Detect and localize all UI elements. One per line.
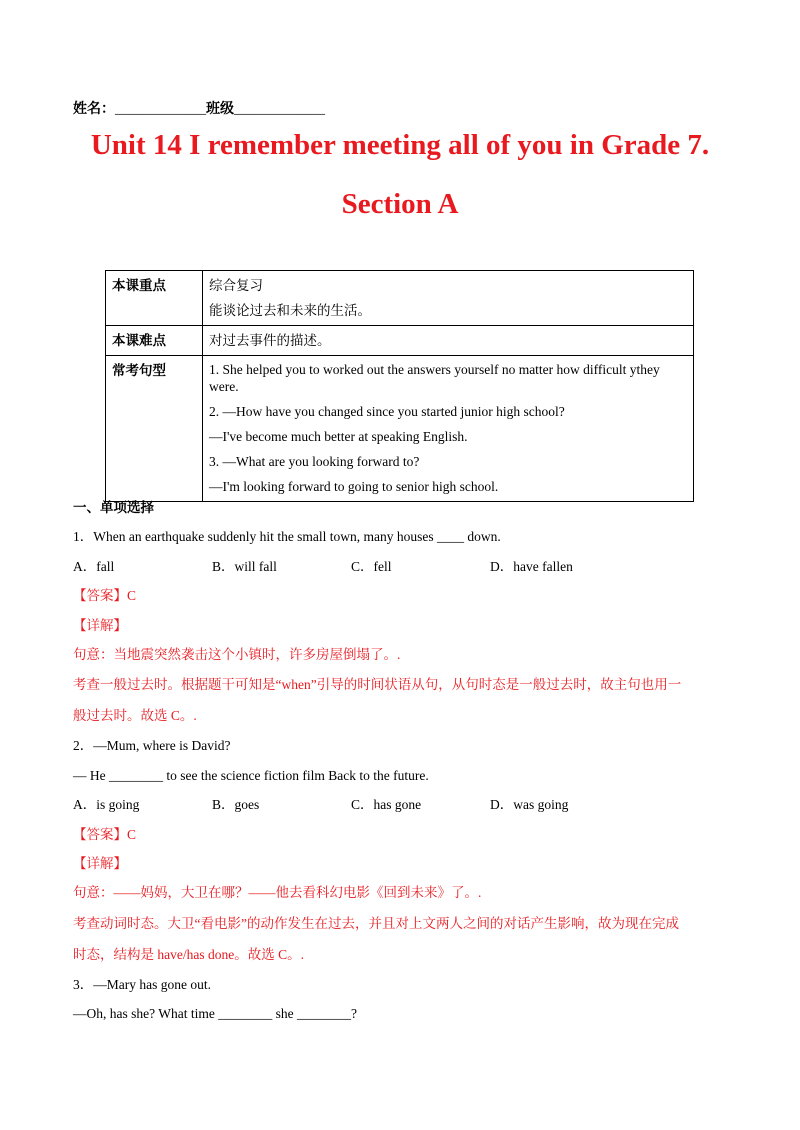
- questions-area: [73, 493, 733, 1029]
- row-line: 综合复习: [209, 278, 263, 293]
- option-c[interactable]: C．has gone: [351, 797, 422, 813]
- row-line: 2. —How have you changed since you started junior high school?: [209, 404, 565, 419]
- question-stem: 1．When an earthquake suddenly hit the small town, many houses ____ down.: [73, 529, 501, 545]
- explain-label: 【详解】: [73, 856, 127, 872]
- name-blank[interactable]: _____________: [115, 102, 206, 117]
- explain-line: 句意：——妈妈，大卫在哪？——他去看科幻电影《回到未来》了。.: [73, 885, 482, 901]
- question-stem: —Oh, has she? What time ________ she ________?: [73, 1006, 357, 1022]
- option-b[interactable]: B．will fall: [212, 558, 277, 574]
- row-line: 3. —What are you looking forward to?: [209, 454, 420, 469]
- table-row: [106, 356, 694, 502]
- row-key: 本课重点: [106, 271, 203, 326]
- class-label: 班级: [206, 102, 234, 117]
- answer-label: 【答案】C: [73, 826, 137, 842]
- explain-line: 考查动词时态。大卫“看电影”的动作发生在过去，并且对上文两人之间的对话产生影响，故为现在完成: [73, 915, 679, 931]
- row-line: —I'm looking forward to going to senior high school.: [209, 479, 499, 494]
- explain-line: 时态，结构是 have/has done。故选 C。.: [73, 946, 304, 962]
- explain-line: 考查一般过去时。根据题干可知是“when”引导的时间状语从句，从句时态是一般过去时，故主句也用一: [73, 677, 682, 693]
- question-stem: 2．—Mum, where is David?: [73, 738, 231, 754]
- option-d[interactable]: D．have fallen: [490, 558, 573, 574]
- row-line: —I've become much better at speaking English.: [209, 429, 468, 444]
- lesson-overview-table: [105, 270, 694, 502]
- class-blank[interactable]: _____________: [234, 102, 325, 117]
- option-a[interactable]: A．is going: [73, 797, 140, 813]
- option-d[interactable]: D．was going: [490, 797, 569, 813]
- row-value: [203, 271, 694, 326]
- question-stem: — He ________ to see the science fiction film Back to the future.: [73, 767, 429, 783]
- row-key: 常考句型: [106, 356, 203, 502]
- section-heading: 一、单项选择: [73, 500, 154, 515]
- name-label: 姓名：: [73, 102, 115, 117]
- row-value: [203, 326, 694, 356]
- row-line: 对过去事件的描述。: [209, 333, 331, 348]
- unit-title: Unit 14 I remember meeting all of you in Grade 7.: [90, 129, 710, 161]
- explain-label: 【详解】: [73, 617, 127, 633]
- options-row: [73, 790, 733, 819]
- row-line: 1. She helped you to worked out the answers yourself no matter how difficult ythey were.: [209, 362, 660, 394]
- question-stem: 3．—Mary has gone out.: [73, 976, 211, 992]
- options-row: [73, 552, 733, 581]
- option-b[interactable]: B．goes: [212, 797, 260, 813]
- table-row: [106, 326, 694, 356]
- answer-label: 【答案】C: [73, 588, 137, 604]
- row-line: 能谈论过去和未来的生活。: [209, 303, 371, 318]
- student-info-line: [73, 98, 325, 118]
- section-title: Section A: [341, 188, 459, 220]
- explain-line: 句意：当地震突然袭击这个小镇时，许多房屋倒塌了。.: [73, 647, 401, 663]
- row-key: 本课难点: [106, 326, 203, 356]
- option-a[interactable]: A．fall: [73, 558, 115, 574]
- explain-line: 般过去时。故选 C。.: [73, 708, 197, 724]
- option-c[interactable]: C．fell: [351, 558, 392, 574]
- table-row: [106, 271, 694, 326]
- row-value: [203, 356, 694, 502]
